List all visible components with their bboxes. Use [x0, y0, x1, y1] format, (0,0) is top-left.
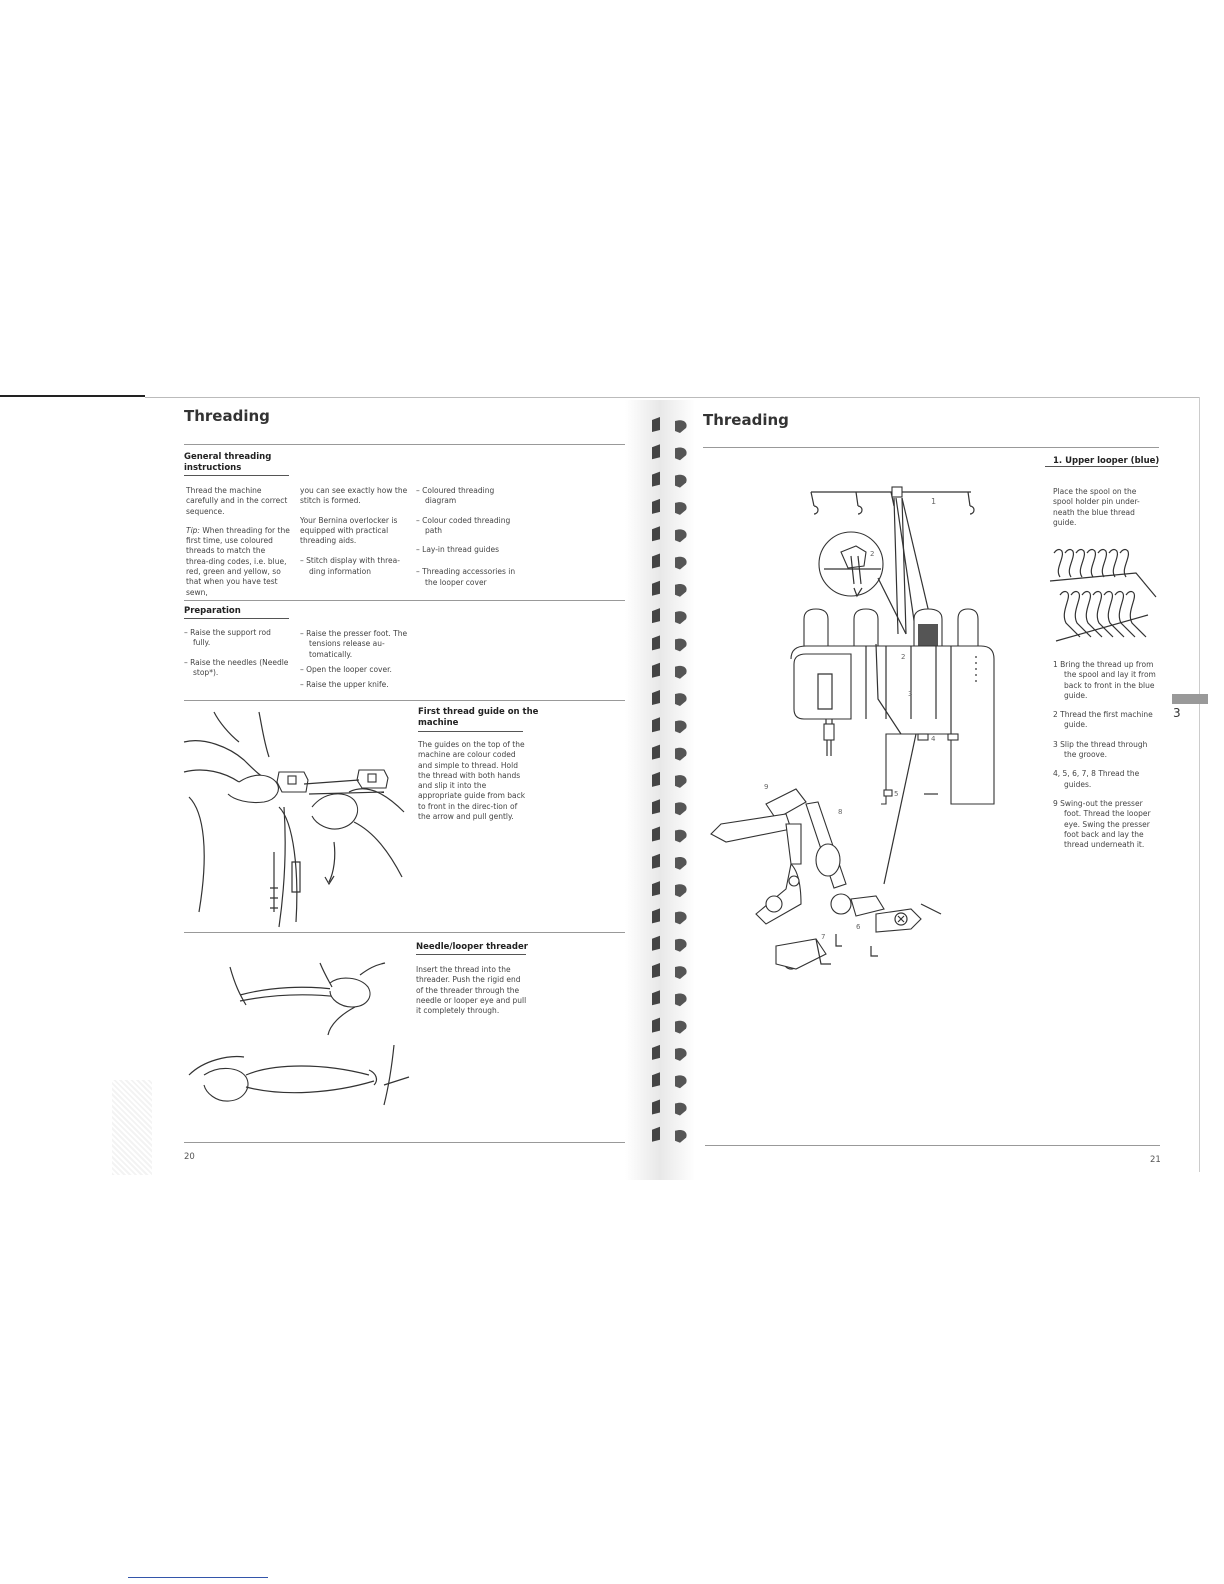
general-col3-item1: – Coloured threading diagram: [416, 486, 495, 506]
first-guide-heading-line1: First thread guide on the: [418, 707, 539, 717]
guide-coil: [1120, 550, 1128, 577]
diagram-label-2b: 2: [901, 653, 906, 661]
upper-looper-steps: [1053, 660, 1161, 859]
first-guide-heading-line2: machine: [418, 718, 459, 728]
diagram-label-1: 1: [931, 497, 937, 506]
general-heading: [184, 452, 271, 474]
chapter-tab-marker: [1172, 694, 1208, 704]
right-page-title: Threading: [703, 411, 789, 429]
top-border-left: [0, 395, 145, 397]
general-heading-line1: General threading: [184, 452, 272, 462]
top-border: [145, 397, 1200, 398]
left-title-rule: [184, 444, 639, 445]
general-col1-tip: [186, 526, 290, 598]
right-footer-rule: [705, 1145, 1160, 1146]
spiral-binding: [620, 400, 700, 1180]
first-guide-bottom-rule: [184, 932, 639, 933]
diagram-label-2a: 2: [870, 550, 875, 558]
diagram-label-9: 9: [764, 783, 769, 791]
general-col2-p1: you can see exactly how the stitch is formed.: [300, 486, 408, 506]
threader-illustration-top: [210, 955, 390, 1035]
prep-col2-item1: – Raise the presser foot. The tensions release au-tomatically.: [300, 629, 408, 659]
thread-guide-illustration: [184, 712, 414, 932]
threader-illustration-bottom: [184, 1045, 414, 1125]
general-col3-item3: – Lay-in thread guides: [416, 545, 499, 555]
step-3: 3 Slip the thread through the groove.: [1053, 739, 1148, 760]
diagram-label-5: 5: [894, 790, 899, 798]
left-page-title: Threading: [184, 407, 270, 425]
general-col2-p2: Your Bernina overlocker is equipped with practical threading aids.: [300, 515, 398, 546]
diagram-label-8: 8: [838, 808, 843, 816]
threader-heading-rule: [416, 954, 526, 955]
general-col2-item1: – Stitch display with threa-ding information: [300, 556, 400, 576]
upper-looper-heading-rule: [1045, 466, 1158, 467]
preparation-heading-rule: [184, 618, 289, 619]
chapter-tab-number: 3: [1173, 706, 1181, 720]
general-heading-rule: [184, 475, 289, 476]
preparation-heading: Preparation: [184, 606, 241, 616]
first-guide-text: The guides on the top of the machine are colour coded and simple to thread. Hold the thread with both hands and slip it into the appropriate guide from back to front in the direc-tion of the arrow and pull gently.: [418, 740, 526, 822]
guide-coil: [1076, 550, 1084, 577]
threader-heading: Needle/looper threader: [416, 942, 528, 952]
general-col3-item4: – Threading accessories in the looper cover: [416, 567, 516, 587]
general-bottom-rule: [184, 600, 639, 601]
upper-looper-intro: Place the spool on the spool holder pin under-neath the blue thread guide.: [1053, 487, 1140, 527]
bottom-link-line: [128, 1577, 268, 1578]
guide-coil: [1054, 550, 1062, 577]
general-heading-line2: instructions: [184, 463, 242, 473]
diagram-label-7: 7: [821, 933, 826, 941]
prep-col2-item2: – Open the looper cover.: [300, 664, 392, 674]
upper-looper-threading-diagram: [706, 484, 1006, 984]
lay-in-thread-guide-illustration: [1048, 545, 1158, 645]
guide-coil: [1087, 550, 1095, 577]
diagram-label-6: 6: [856, 923, 861, 931]
step-4-8: 4, 5, 6, 7, 8 Thread the guides.: [1053, 769, 1140, 789]
preparation-col2: [300, 629, 410, 699]
general-col2: [300, 486, 410, 586]
general-col3-item2: – Colour coded threading path: [416, 515, 511, 535]
general-col1-p1: Thread the machine carefully and in the correct sequence.: [186, 486, 288, 516]
prep-col2-item3: – Raise the upper knife.: [300, 680, 389, 690]
step-9: 9 Swing-out the presser foot. Thread the looper eye. Swing the presser foot back and lay the thread underneath it.: [1053, 798, 1151, 850]
guide-coil: [1060, 592, 1080, 637]
right-title-rule: [703, 447, 1159, 448]
diagram-label-3: 3: [908, 690, 913, 698]
tip-text: When threading for the first time, use coloured threads to match the threa-ding codes, i.e. blue, red, green and yellow, so that when you have test sewn,: [186, 525, 290, 597]
general-col1: [186, 486, 290, 607]
diagram-label-4: 4: [931, 735, 936, 743]
first-guide-heading-rule: [418, 731, 523, 732]
prep-col1-item1: – Raise the support rod fully.: [184, 628, 271, 648]
guide-coil: [1065, 550, 1073, 577]
tip-label: Tip:: [186, 525, 200, 535]
preparation-bottom-rule: [184, 700, 639, 701]
threader-text: Insert the thread into the threader. Push the rigid end of the threader through the needle or looper eye and pull it completely through.: [416, 965, 527, 1016]
step-1: 1 Bring the thread up from the spool and lay it from back to front in the blue guide.: [1053, 660, 1156, 700]
prep-col1-item2: – Raise the needles (Needle stop*).: [184, 657, 289, 677]
guide-coil: [1109, 550, 1117, 577]
first-guide-heading: [418, 707, 538, 729]
general-col3: [416, 486, 526, 597]
right-page-number: 21: [1150, 1155, 1161, 1165]
spools: [804, 609, 978, 649]
step-2: 2 Thread the first machine guide.: [1053, 710, 1153, 730]
upper-looper-heading: 1. Upper looper (blue): [1053, 456, 1160, 466]
preparation-col1: [184, 628, 290, 687]
scan-texture: [112, 1080, 152, 1175]
guide-coil: [1098, 550, 1106, 577]
left-page-number: 20: [184, 1152, 195, 1162]
left-footer-rule: [184, 1142, 644, 1143]
right-page-edge: [1199, 397, 1200, 1172]
